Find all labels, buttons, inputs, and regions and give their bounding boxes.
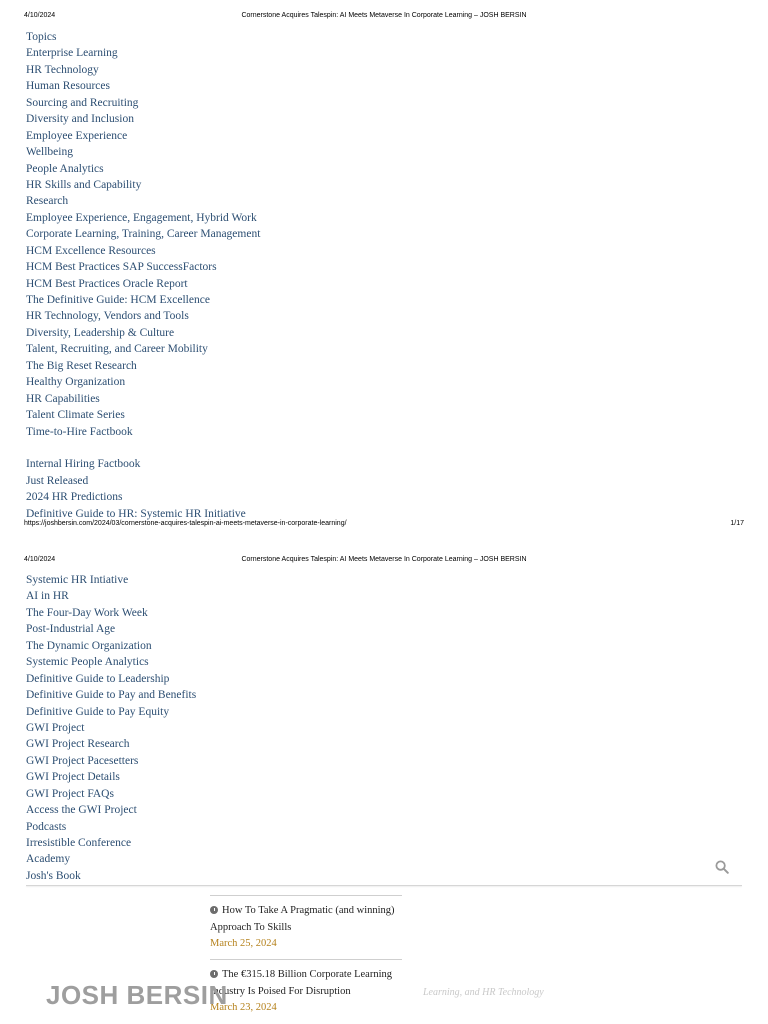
menu-item[interactable]: Employee Experience, Engagement, Hybrid Work — [26, 211, 257, 224]
menu-item[interactable]: HR Technology — [26, 63, 99, 76]
menu-item[interactable]: HR Skills and Capability — [26, 178, 142, 191]
menu-item[interactable]: HCM Best Practices Oracle Report — [26, 277, 188, 290]
menu-item[interactable]: Talent, Recruiting, and Career Mobility — [26, 343, 208, 356]
recent-post-title[interactable]: The €315.18 Billion Corporate Learning Industry Is Poised For Disruption — [210, 969, 393, 997]
menu-item[interactable]: Enterprise Learning — [26, 47, 118, 60]
recent-post[interactable] — [210, 966, 405, 1016]
search-icon[interactable] — [715, 860, 729, 874]
page-number: 1/17 — [730, 520, 744, 527]
menu-item[interactable]: Definitive Guide to Leadership — [26, 672, 170, 685]
menu-item[interactable]: Just Released — [26, 474, 89, 487]
menu-item[interactable]: The Big Reset Research — [26, 359, 137, 372]
print-url: https://joshbersin.com/2024/03/cornerstone-acquires-talespin-ai-meets-metaverse-in-corporate-learning/ — [24, 520, 347, 527]
menu-item[interactable]: People Analytics — [26, 162, 104, 175]
print-title: Cornerstone Acquires Talespin: AI Meets Metaverse In Corporate Learning – JOSH BERSIN — [241, 556, 527, 563]
menu-item[interactable]: Access the GWI Project — [26, 804, 137, 817]
recent-post-date: March 23, 2024 — [210, 1002, 277, 1013]
menu-item[interactable]: HCM Excellence Resources — [26, 244, 156, 257]
recent-post-title[interactable]: How To Take A Pragmatic (and winning) Approach To Skills — [210, 905, 395, 933]
menu-item[interactable]: Systemic People Analytics — [26, 656, 149, 669]
menu-item[interactable]: Internal Hiring Factbook — [26, 458, 141, 471]
menu-item[interactable]: Healthy Organization — [26, 376, 126, 389]
recent-post-title-line[interactable] — [210, 966, 405, 1000]
menu-item[interactable]: HR Technology, Vendors and Tools — [26, 310, 189, 323]
menu-gap — [26, 440, 260, 456]
menu-item[interactable]: Corporate Learning, Training, Career Management — [26, 228, 261, 241]
menu-item[interactable]: 2024 HR Predictions — [26, 491, 123, 504]
clock-icon — [210, 970, 218, 978]
site-tagline: Learning, and HR Technology — [423, 987, 544, 998]
print-date: 4/10/2024 — [24, 12, 56, 19]
menu-item[interactable]: GWI Project FAQs — [26, 787, 114, 800]
site-logo[interactable]: JOSH BERSIN — [46, 980, 228, 1010]
menu-item[interactable]: Time-to-Hire Factbook — [26, 425, 133, 438]
recent-post-title-line[interactable] — [210, 902, 405, 936]
menu-item[interactable]: GWI Project Research — [26, 738, 130, 751]
menu-item[interactable]: Research — [26, 195, 69, 208]
menu-item[interactable]: Diversity, Leadership & Culture — [26, 326, 175, 339]
header-divider — [26, 885, 742, 886]
menu-item[interactable]: GWI Project Details — [26, 771, 120, 784]
menu-item[interactable]: Topics — [26, 31, 57, 43]
menu-item[interactable]: The Definitive Guide: HCM Excellence — [26, 294, 210, 306]
topics-menu — [26, 29, 260, 522]
post-divider — [210, 959, 402, 960]
menu-item[interactable]: Diversity and Inclusion — [26, 113, 134, 126]
menu-item[interactable]: Irresistible Conference — [26, 837, 132, 849]
menu-item[interactable]: Podcasts — [26, 820, 67, 833]
print-title: Cornerstone Acquires Talespin: AI Meets Metaverse In Corporate Learning – JOSH BERSIN — [241, 12, 527, 19]
recent-post-date: March 25, 2024 — [210, 938, 277, 949]
menu-item[interactable]: HCM Best Practices SAP SuccessFactors — [26, 261, 217, 274]
menu-item[interactable]: Talent Climate Series — [26, 409, 125, 422]
post-divider — [210, 895, 402, 896]
menu-item[interactable]: Sourcing and Recruiting — [26, 96, 139, 109]
menu-item[interactable]: Definitive Guide to Pay and Benefits — [26, 689, 197, 702]
menu-item[interactable]: GWI Project Pacesetters — [26, 754, 139, 767]
menu-item[interactable]: Josh's Book — [26, 869, 81, 882]
menu-item[interactable]: HR Capabilities — [26, 392, 100, 405]
print-date: 4/10/2024 — [24, 556, 56, 563]
menu-item[interactable]: The Four-Day Work Week — [26, 606, 148, 619]
menu-item[interactable]: Wellbeing — [26, 146, 73, 159]
menu-item[interactable]: Systemic HR Intiative — [26, 574, 129, 586]
clock-icon — [210, 906, 218, 914]
recent-post[interactable] — [210, 902, 405, 952]
menu-item[interactable]: The Dynamic Organization — [26, 639, 152, 652]
menu-item[interactable]: Definitive Guide to HR: Systemic HR Initiative — [26, 507, 246, 520]
menu-item[interactable]: GWI Project — [26, 721, 85, 734]
menu-item[interactable]: Employee Experience — [26, 129, 128, 142]
menu-item[interactable]: AI in HR — [26, 590, 69, 603]
menu-item[interactable]: Academy — [26, 853, 71, 866]
menu-item[interactable]: Post-Industrial Age — [26, 623, 116, 636]
topics-menu-continued — [26, 572, 196, 884]
menu-item[interactable]: Definitive Guide to Pay Equity — [26, 705, 170, 718]
menu-item[interactable]: Human Resources — [26, 80, 110, 93]
